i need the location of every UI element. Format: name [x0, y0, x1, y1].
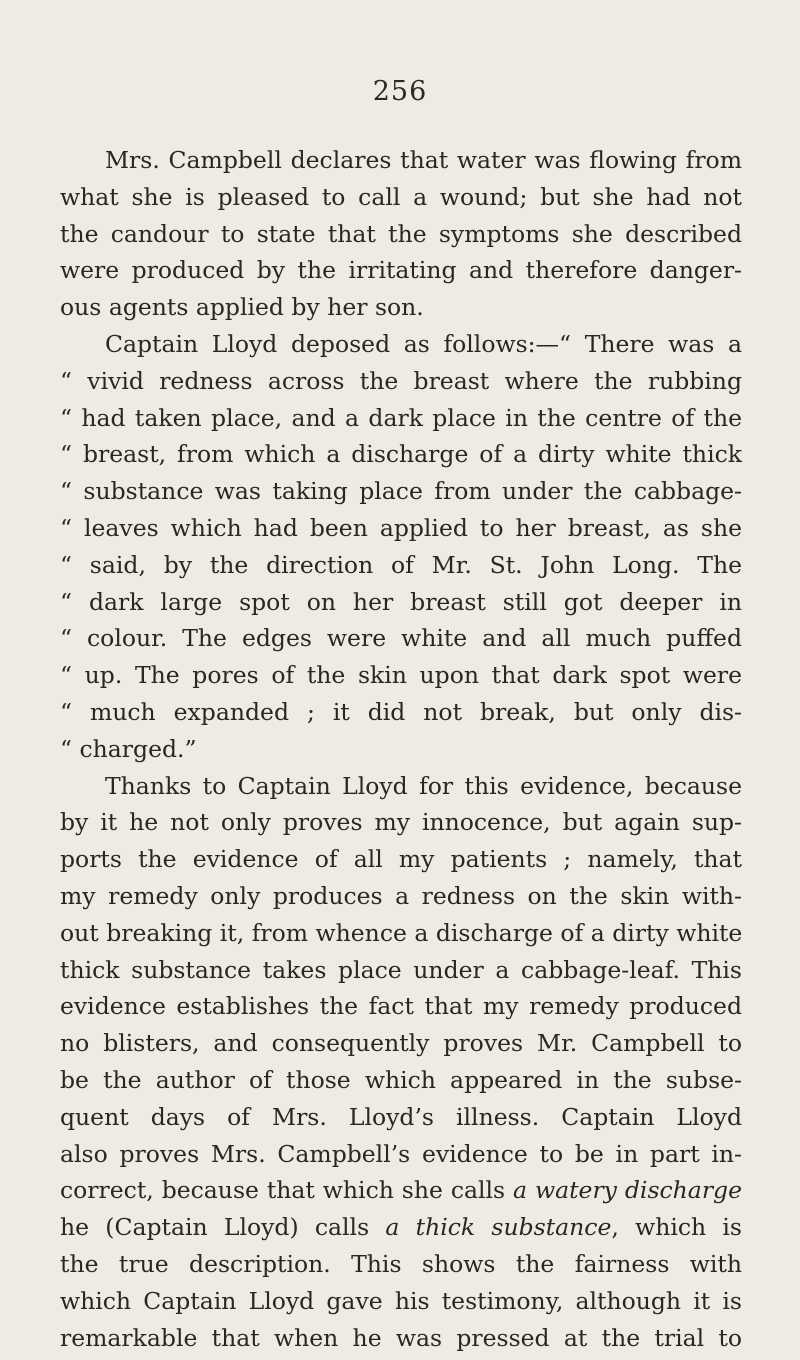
text-line: the candour to state that the symptoms she described	[60, 219, 742, 248]
text-line: Mrs. Campbell declares that water was flowing from	[105, 146, 742, 174]
italic-phrase: a thick substance	[385, 1213, 612, 1242]
text-line: “ breast, from which a discharge of a dirty white thick	[60, 440, 742, 469]
text-line: my remedy only produces a redness on the skin with-	[60, 881, 742, 910]
text-line: were produced by the irritating and therefore danger-	[60, 256, 742, 285]
text-line: correct, because that which she calls a watery discharge	[60, 1176, 742, 1205]
italic-phrase: a watery discharge	[513, 1176, 742, 1205]
text-line: thick substance takes place under a cabbage-leaf. This	[60, 955, 742, 984]
text-line: “ substance was taking place from under the cabbage-	[60, 477, 742, 506]
text-line: the true description. This shows the fairness with	[60, 1249, 742, 1278]
text-line: which Captain Lloyd gave his testimony, although it is	[60, 1286, 742, 1315]
text-line: “ charged.”	[60, 734, 197, 763]
page-number: 256	[372, 76, 428, 107]
text-line: “ vivid redness across the breast where the rubbing	[60, 366, 742, 395]
text-line: ports the evidence of all my patients ; namely, that	[60, 845, 742, 874]
text-line: “ leaves which had been applied to her breast, as she	[60, 513, 742, 542]
text-line: remarkable that when he was pressed at the trial to	[60, 1323, 742, 1352]
text-line: he (Captain Lloyd) calls a thick substance, which is	[60, 1213, 742, 1242]
text-line: “ up. The pores of the skin upon that dark spot were	[60, 661, 742, 690]
text-line: by it he not only proves my innocence, but again sup-	[60, 808, 742, 837]
text-line: quent days of Mrs. Lloyd’s illness. Captain Lloyd	[60, 1102, 742, 1131]
text-line: Thanks to Captain Lloyd for this evidence, because	[105, 771, 742, 800]
text-line: “ much expanded ; it did not break, but only dis-	[60, 697, 742, 726]
text-line: “ had taken place, and a dark place in the centre of the	[60, 403, 742, 432]
text-line: out breaking it, from whence a discharge of a dirty white	[60, 918, 743, 947]
text-line: ous agents applied by her son.	[60, 293, 424, 322]
text-line: Captain Lloyd deposed as follows:—“ There was a	[105, 329, 742, 358]
text-line: no blisters, and consequently proves Mr. Campbell to	[60, 1029, 742, 1058]
text-line: “ dark large spot on her breast still got deeper in	[60, 587, 742, 616]
body-text	[60, 142, 742, 1356]
text-line: also proves Mrs. Campbell’s evidence to be in part in-	[60, 1139, 742, 1168]
text-line: “ said, by the direction of Mr. St. John Long. The	[60, 550, 742, 579]
text-line: what she is pleased to call a wound; but she had not	[60, 182, 742, 211]
text-line: evidence establishes the fact that my remedy produced	[60, 992, 742, 1021]
text-line: be the author of those which appeared in the subse-	[60, 1065, 742, 1094]
text-line: “ colour. The edges were white and all much puffed	[60, 624, 742, 653]
